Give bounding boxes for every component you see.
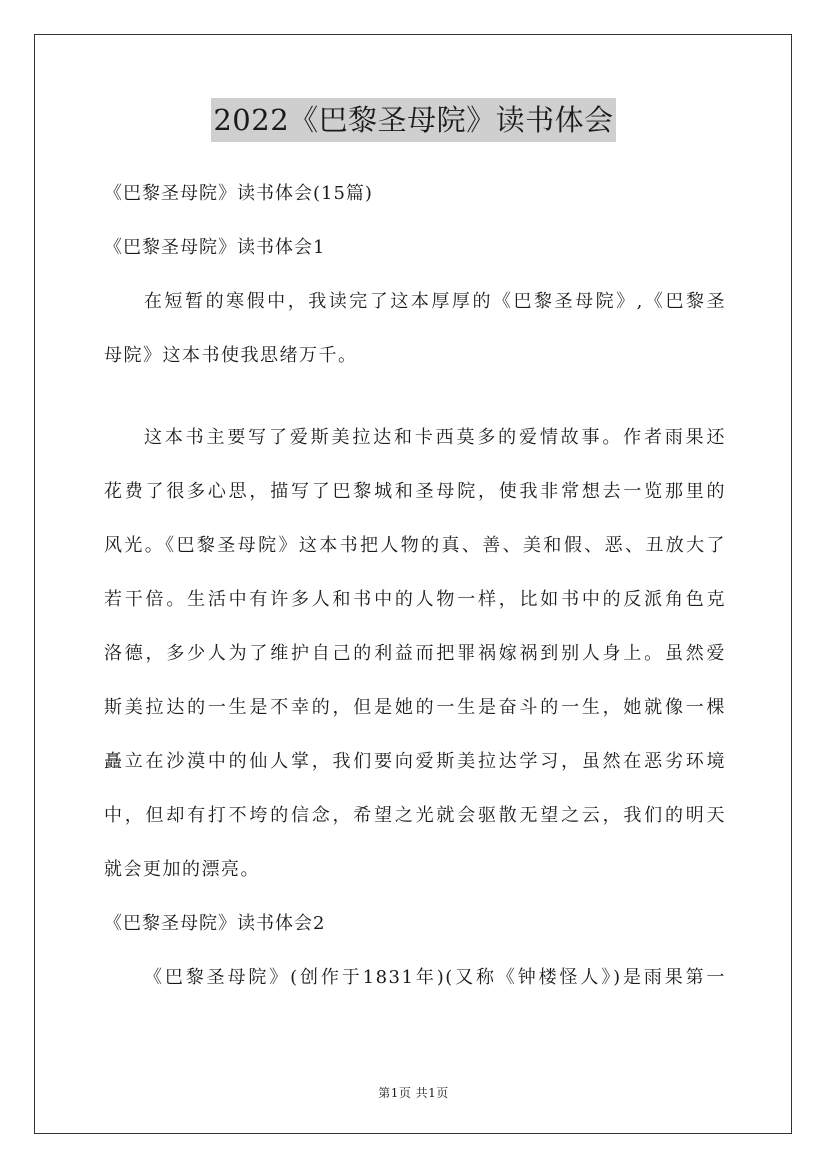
paragraph-line: 花费了很多心思，描写了巴黎城和圣母院，使我非常想去一览那里的 bbox=[104, 481, 726, 502]
section-heading-2: 《巴黎圣母院》读书体会2 bbox=[104, 913, 326, 934]
paragraph-line: 中，但却有打不垮的信念，希望之光就会驱散无望之云，我们的明天 bbox=[104, 805, 726, 826]
paragraph-line: 风光。《巴黎圣母院》这本书把人物的真、善、美和假、恶、丑放大了 bbox=[104, 535, 726, 556]
document-title: 2022《巴黎圣母院》读书体会 bbox=[211, 98, 615, 142]
paragraph-line: 矗立在沙漠中的仙人掌，我们要向爱斯美拉达学习，虽然在恶劣环境 bbox=[104, 751, 726, 772]
page-footer: 第1页 共1页 bbox=[378, 1086, 449, 1100]
paragraph-line: 斯美拉达的一生是不幸的，但是她的一生是奋斗的一生，她就像一棵 bbox=[104, 697, 726, 718]
title-container bbox=[0, 98, 827, 142]
paragraph-line: 这本书主要写了爱斯美拉达和卡西莫多的爱情故事。作者雨果还 bbox=[144, 427, 726, 448]
paragraph-line: 洛德，多少人为了维护自己的利益而把罪祸嫁祸到别人身上。虽然爱 bbox=[104, 643, 726, 664]
paragraph-line: 母院》这本书使我思绪万千。 bbox=[104, 345, 358, 366]
document-subtitle: 《巴黎圣母院》读书体会(15篇) bbox=[104, 183, 373, 204]
paragraph-line: 《巴黎圣母院》(创作于1831年)(又称《钟楼怪人》)是雨果第一 bbox=[144, 967, 726, 988]
paragraph-line: 就会更加的漂亮。 bbox=[104, 859, 260, 880]
paragraph-line: 在短暂的寒假中，我读完了这本厚厚的《巴黎圣母院》,《巴黎圣 bbox=[144, 291, 726, 312]
paragraph-line: 若干倍。生活中有许多人和书中的人物一样，比如书中的反派角色克 bbox=[104, 589, 726, 610]
section-heading-1: 《巴黎圣母院》读书体会1 bbox=[104, 237, 326, 258]
